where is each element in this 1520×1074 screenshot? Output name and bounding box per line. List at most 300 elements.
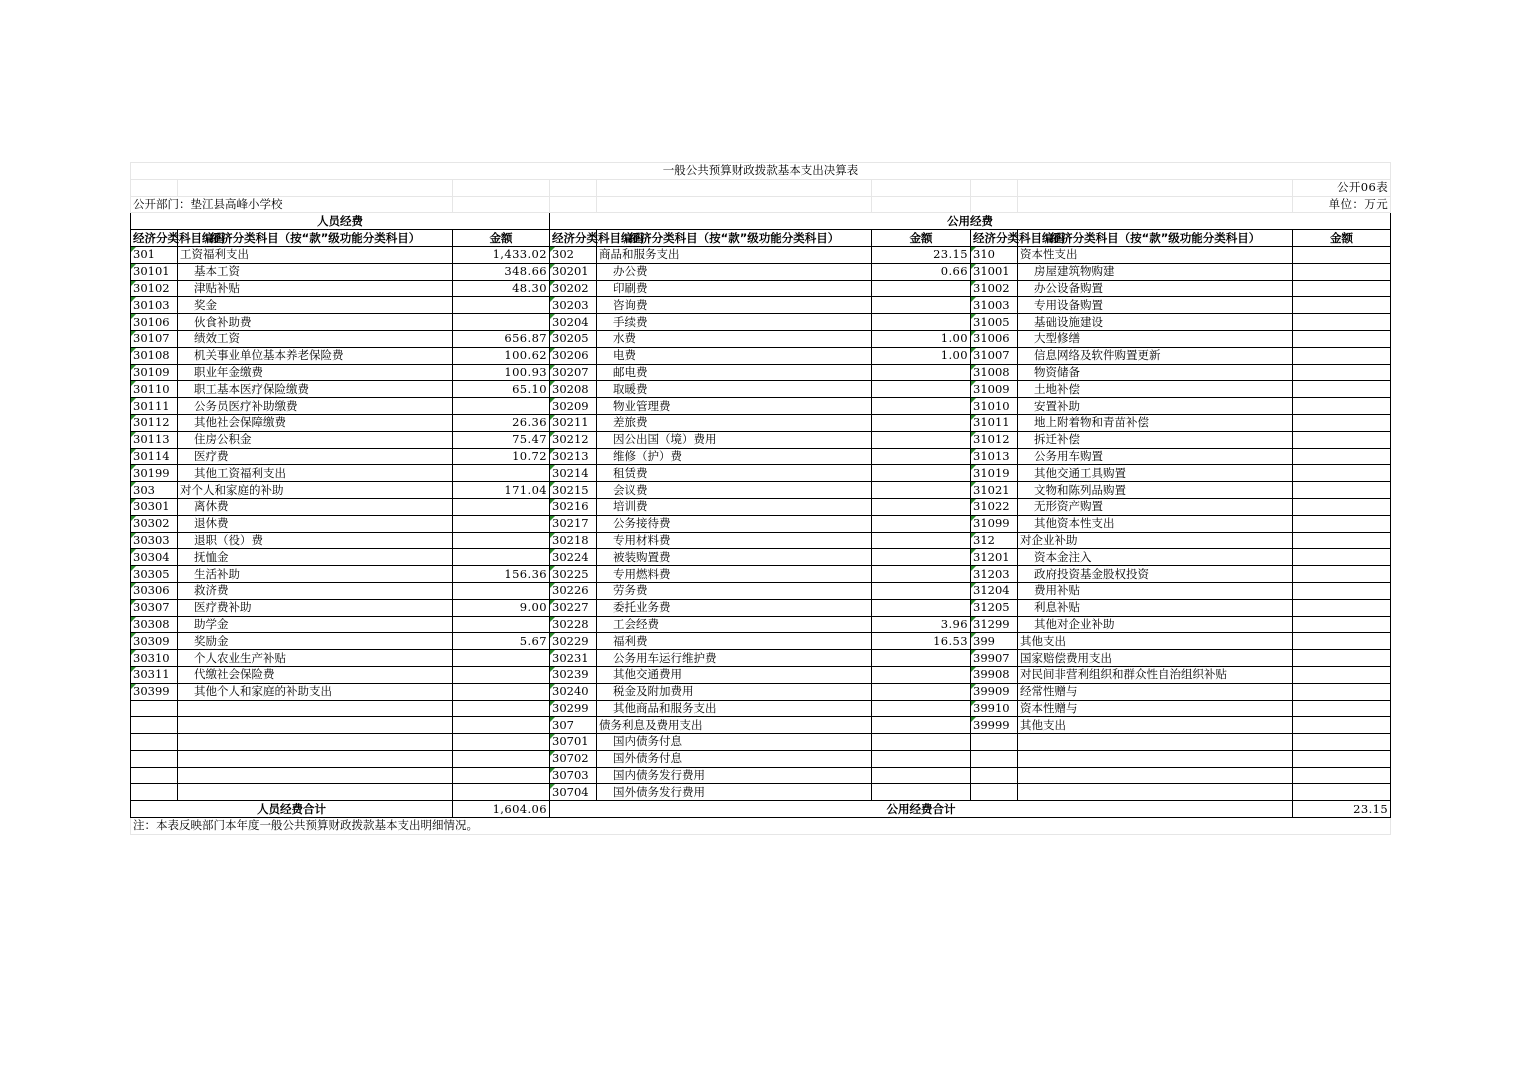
- cell-code: 30212: [550, 431, 597, 448]
- cell-code: 30227: [550, 599, 597, 616]
- personnel-total-label: 人员经费合计: [131, 801, 453, 818]
- section-public: 公用经费: [550, 213, 1391, 230]
- cell-code: 31205: [971, 599, 1018, 616]
- cell-amount: [1293, 314, 1391, 331]
- public-total-label: 公用经费合计: [550, 801, 1293, 818]
- cell-amount: [1293, 482, 1391, 499]
- table-number: 公开06表: [1293, 179, 1391, 196]
- cell-code: [131, 750, 178, 767]
- section-personnel: 人员经费: [131, 213, 550, 230]
- cell-name: 安置补助: [1018, 398, 1293, 415]
- cell-name: 其他交通费用: [597, 666, 872, 683]
- cell-name: 其他支出: [1018, 717, 1293, 734]
- unit-label: 单位：万元: [1293, 196, 1391, 213]
- cell-amount: 10.72: [453, 448, 550, 465]
- cell-name: 专用设备购置: [1018, 297, 1293, 314]
- cell-code: 301: [131, 246, 178, 263]
- cell-amount: 48.30: [453, 280, 550, 297]
- cell-amount: [872, 448, 971, 465]
- header-amount-1: 金额: [453, 230, 550, 247]
- cell-amount: [1293, 616, 1391, 633]
- cell-amount: [1293, 414, 1391, 431]
- cell-amount: [872, 532, 971, 549]
- cell-name: 基本工资: [178, 263, 453, 280]
- cell-code: 30218: [550, 532, 597, 549]
- cell-amount: [1293, 381, 1391, 398]
- cell-name: 国内债务发行费用: [597, 767, 872, 784]
- cell-code: 30302: [131, 515, 178, 532]
- cell-amount: [872, 498, 971, 515]
- cell-name: 公务接待费: [597, 515, 872, 532]
- cell-code: 30111: [131, 398, 178, 415]
- cell-code: 302: [550, 246, 597, 263]
- cell-amount: [1293, 767, 1391, 784]
- cell-code: 30225: [550, 566, 597, 583]
- cell-code: 30701: [550, 734, 597, 751]
- cell-code: 30206: [550, 347, 597, 364]
- cell-name: 房屋建筑物购建: [1018, 263, 1293, 280]
- cell-code: 30112: [131, 414, 178, 431]
- page-title: 一般公共预算财政拨款基本支出决算表: [131, 163, 1391, 180]
- footnote: 注：本表反映部门本年度一般公共预算财政拨款基本支出明细情况。: [131, 818, 1391, 835]
- cell-code: 30305: [131, 566, 178, 583]
- cell-code: 30240: [550, 683, 597, 700]
- cell-name: 债务利息及费用支出: [597, 717, 872, 734]
- cell-amount: [453, 666, 550, 683]
- cell-code: 30301: [131, 498, 178, 515]
- cell-amount: [1293, 364, 1391, 381]
- cell-name: 国内债务付息: [597, 734, 872, 751]
- cell-name: 助学金: [178, 616, 453, 633]
- table-row: [131, 717, 1391, 734]
- cell-amount: [872, 750, 971, 767]
- cell-amount: [1293, 431, 1391, 448]
- cell-code: 310: [971, 246, 1018, 263]
- cell-code: 30224: [550, 549, 597, 566]
- cell-amount: [1293, 498, 1391, 515]
- cell-code: 30228: [550, 616, 597, 633]
- cell-name: 费用补贴: [1018, 582, 1293, 599]
- cell-name: 土地补偿: [1018, 381, 1293, 398]
- cell-name: 商品和服务支出: [597, 246, 872, 263]
- cell-name: 对企业补助: [1018, 532, 1293, 549]
- cell-code: 31010: [971, 398, 1018, 415]
- cell-amount: [872, 784, 971, 801]
- cell-amount: [453, 616, 550, 633]
- cell-name: 其他个人和家庭的补助支出: [178, 683, 453, 700]
- cell-amount: 23.15: [872, 246, 971, 263]
- department-label: 公开部门：垫江县高峰小学校: [131, 196, 453, 213]
- cell-name: 公务员医疗补助缴费: [178, 398, 453, 415]
- cell-amount: [872, 734, 971, 751]
- cell-name: 奖励金: [178, 633, 453, 650]
- cell-code: 30213: [550, 448, 597, 465]
- cell-code: 30209: [550, 398, 597, 415]
- cell-name: 利息补贴: [1018, 599, 1293, 616]
- cell-name: 工会经费: [597, 616, 872, 633]
- cell-name: 办公设备购置: [1018, 280, 1293, 297]
- cell-amount: 75.47: [453, 431, 550, 448]
- cell-code: 31001: [971, 263, 1018, 280]
- cell-amount: [872, 364, 971, 381]
- cell-name: 大型修缮: [1018, 330, 1293, 347]
- cell-name: 资本性支出: [1018, 246, 1293, 263]
- cell-code: 30103: [131, 297, 178, 314]
- cell-code: 39907: [971, 650, 1018, 667]
- cell-code: 30207: [550, 364, 597, 381]
- table-row: [131, 482, 1391, 499]
- cell-name: 其他社会保障缴费: [178, 414, 453, 431]
- header-amount-3: 金额: [1293, 230, 1391, 247]
- cell-name: 公务用车购置: [1018, 448, 1293, 465]
- table-row: [131, 532, 1391, 549]
- table-row: [131, 314, 1391, 331]
- cell-code: 30108: [131, 347, 178, 364]
- cell-code: [971, 784, 1018, 801]
- cell-code: [131, 784, 178, 801]
- cell-code: 31299: [971, 616, 1018, 633]
- table-row: [131, 566, 1391, 583]
- cell-amount: [1293, 448, 1391, 465]
- cell-amount: [872, 398, 971, 415]
- table-row: [131, 465, 1391, 482]
- cell-name: 办公费: [597, 263, 872, 280]
- cell-name: [178, 734, 453, 751]
- cell-code: 30205: [550, 330, 597, 347]
- cell-code: 30239: [550, 666, 597, 683]
- cell-code: 31022: [971, 498, 1018, 515]
- cell-name: 抚恤金: [178, 549, 453, 566]
- header-name-2: 经济分类科目（按“款”级功能分类科目）: [597, 230, 872, 247]
- cell-amount: [1293, 650, 1391, 667]
- cell-name: 津贴补贴: [178, 280, 453, 297]
- cell-name: 对民间非营利组织和群众性自治组织补贴: [1018, 666, 1293, 683]
- cell-amount: 1.00: [872, 347, 971, 364]
- cell-code: 30229: [550, 633, 597, 650]
- cell-name: 基础设施建设: [1018, 314, 1293, 331]
- cell-amount: [1293, 633, 1391, 650]
- cell-name: 资本金注入: [1018, 549, 1293, 566]
- public-total-amount: 23.15: [1293, 801, 1391, 818]
- cell-code: 31009: [971, 381, 1018, 398]
- cell-amount: [453, 549, 550, 566]
- cell-code: 30226: [550, 582, 597, 599]
- cell-amount: [1293, 582, 1391, 599]
- cell-name: 手续费: [597, 314, 872, 331]
- table-row: [131, 381, 1391, 398]
- cell-code: 39910: [971, 700, 1018, 717]
- cell-amount: [1293, 599, 1391, 616]
- cell-code: 30703: [550, 767, 597, 784]
- cell-code: 31021: [971, 482, 1018, 499]
- cell-amount: [453, 784, 550, 801]
- table-row: [131, 414, 1391, 431]
- cell-amount: [1293, 700, 1391, 717]
- cell-code: 39908: [971, 666, 1018, 683]
- cell-amount: [453, 767, 550, 784]
- cell-name: 工资福利支出: [178, 246, 453, 263]
- cell-name: 资本性赠与: [1018, 700, 1293, 717]
- cell-name: [178, 700, 453, 717]
- cell-amount: [453, 700, 550, 717]
- cell-amount: [1293, 246, 1391, 263]
- cell-amount: [453, 750, 550, 767]
- cell-name: [178, 750, 453, 767]
- cell-code: 31012: [971, 431, 1018, 448]
- cell-code: 30217: [550, 515, 597, 532]
- cell-code: [971, 734, 1018, 751]
- table-row: [131, 364, 1391, 381]
- cell-name: 因公出国（境）费用: [597, 431, 872, 448]
- cell-code: 30216: [550, 498, 597, 515]
- cell-code: [971, 767, 1018, 784]
- cell-code: 31007: [971, 347, 1018, 364]
- cell-code: 30110: [131, 381, 178, 398]
- cell-name: 其他商品和服务支出: [597, 700, 872, 717]
- cell-code: 30208: [550, 381, 597, 398]
- cell-amount: [1293, 734, 1391, 751]
- cell-name: 电费: [597, 347, 872, 364]
- cell-code: 39909: [971, 683, 1018, 700]
- budget-table: [130, 162, 1391, 835]
- cell-amount: [1293, 566, 1391, 583]
- cell-name: 税金及附加费用: [597, 683, 872, 700]
- header-amount-2: 金额: [872, 230, 971, 247]
- cell-code: 31011: [971, 414, 1018, 431]
- cell-amount: [1293, 465, 1391, 482]
- cell-amount: 5.67: [453, 633, 550, 650]
- cell-name: 救济费: [178, 582, 453, 599]
- cell-amount: [872, 482, 971, 499]
- table-row: [131, 633, 1391, 650]
- cell-name: 邮电费: [597, 364, 872, 381]
- cell-name: 其他对企业补助: [1018, 616, 1293, 633]
- cell-code: 30304: [131, 549, 178, 566]
- cell-name: 公务用车运行维护费: [597, 650, 872, 667]
- header-code-1: 经济分类科目编码: [131, 230, 178, 247]
- cell-amount: [872, 314, 971, 331]
- cell-name: [178, 784, 453, 801]
- cell-code: 30204: [550, 314, 597, 331]
- cell-code: 31099: [971, 515, 1018, 532]
- cell-code: 31008: [971, 364, 1018, 381]
- cell-code: [131, 734, 178, 751]
- cell-code: 30306: [131, 582, 178, 599]
- table-row: [131, 448, 1391, 465]
- cell-name: 离休费: [178, 498, 453, 515]
- cell-code: 31201: [971, 549, 1018, 566]
- cell-name: 政府投资基金股权投资: [1018, 566, 1293, 583]
- cell-name: 取暖费: [597, 381, 872, 398]
- cell-name: 职工基本医疗保险缴费: [178, 381, 453, 398]
- cell-amount: [453, 314, 550, 331]
- cell-code: 30309: [131, 633, 178, 650]
- cell-amount: [872, 582, 971, 599]
- cell-code: 30215: [550, 482, 597, 499]
- cell-name: 生活补助: [178, 566, 453, 583]
- cell-amount: [1293, 398, 1391, 415]
- cell-code: 30203: [550, 297, 597, 314]
- cell-name: 职业年金缴费: [178, 364, 453, 381]
- table-row: [131, 784, 1391, 801]
- cell-name: 经常性赠与: [1018, 683, 1293, 700]
- table-row: [131, 650, 1391, 667]
- table-row: [131, 280, 1391, 297]
- cell-amount: 0.66: [872, 263, 971, 280]
- cell-code: 30109: [131, 364, 178, 381]
- cell-amount: [872, 599, 971, 616]
- table-row: [131, 750, 1391, 767]
- cell-amount: [872, 515, 971, 532]
- cell-amount: [1293, 750, 1391, 767]
- cell-code: [131, 700, 178, 717]
- cell-code: 30311: [131, 666, 178, 683]
- cell-amount: 100.62: [453, 347, 550, 364]
- cell-code: 31003: [971, 297, 1018, 314]
- cell-name: [1018, 767, 1293, 784]
- cell-name: 租赁费: [597, 465, 872, 482]
- cell-name: 被装购置费: [597, 549, 872, 566]
- cell-amount: [453, 398, 550, 415]
- cell-amount: [453, 717, 550, 734]
- cell-code: 30113: [131, 431, 178, 448]
- cell-code: 30310: [131, 650, 178, 667]
- cell-code: 307: [550, 717, 597, 734]
- cell-amount: [1293, 532, 1391, 549]
- cell-name: 其他支出: [1018, 633, 1293, 650]
- cell-code: 30102: [131, 280, 178, 297]
- cell-code: 30199: [131, 465, 178, 482]
- cell-code: [131, 767, 178, 784]
- cell-name: 国家赔偿费用支出: [1018, 650, 1293, 667]
- cell-amount: [1293, 717, 1391, 734]
- cell-name: [178, 717, 453, 734]
- cell-name: 退休费: [178, 515, 453, 532]
- cell-name: 劳务费: [597, 582, 872, 599]
- cell-amount: [872, 381, 971, 398]
- cell-name: [178, 767, 453, 784]
- cell-name: 维修（护）费: [597, 448, 872, 465]
- cell-name: 机关事业单位基本养老保险费: [178, 347, 453, 364]
- table-row: [131, 683, 1391, 700]
- cell-amount: [1293, 263, 1391, 280]
- cell-amount: 171.04: [453, 482, 550, 499]
- cell-code: 30107: [131, 330, 178, 347]
- cell-name: 拆迁补偿: [1018, 431, 1293, 448]
- cell-name: 福利费: [597, 633, 872, 650]
- cell-code: [131, 717, 178, 734]
- table-row: [131, 347, 1391, 364]
- cell-name: 物业管理费: [597, 398, 872, 415]
- table-row: [131, 431, 1391, 448]
- cell-amount: [453, 734, 550, 751]
- table-row: [131, 398, 1391, 415]
- cell-name: 地上附着物和青苗补偿: [1018, 414, 1293, 431]
- cell-amount: [872, 431, 971, 448]
- cell-amount: [872, 767, 971, 784]
- cell-amount: [453, 582, 550, 599]
- cell-amount: [1293, 297, 1391, 314]
- cell-name: 医疗费补助: [178, 599, 453, 616]
- cell-amount: 656.87: [453, 330, 550, 347]
- cell-code: 30101: [131, 263, 178, 280]
- cell-name: 伙食补助费: [178, 314, 453, 331]
- cell-name: [1018, 784, 1293, 801]
- cell-code: 31203: [971, 566, 1018, 583]
- cell-amount: [872, 566, 971, 583]
- table-row: [131, 263, 1391, 280]
- cell-name: 绩效工资: [178, 330, 453, 347]
- cell-code: 30303: [131, 532, 178, 549]
- header-name-3: 经济分类科目（按“款”级功能分类科目）: [1018, 230, 1293, 247]
- cell-amount: [453, 465, 550, 482]
- table-row: [131, 666, 1391, 683]
- cell-amount: 1,433.02: [453, 246, 550, 263]
- cell-amount: [453, 683, 550, 700]
- cell-name: 退职（役）费: [178, 532, 453, 549]
- cell-code: 312: [971, 532, 1018, 549]
- table-row: [131, 498, 1391, 515]
- cell-name: 住房公积金: [178, 431, 453, 448]
- cell-code: 30202: [550, 280, 597, 297]
- cell-code: 39999: [971, 717, 1018, 734]
- cell-name: 代缴社会保险费: [178, 666, 453, 683]
- cell-amount: [1293, 784, 1391, 801]
- cell-amount: [453, 498, 550, 515]
- cell-amount: 16.53: [872, 633, 971, 650]
- budget-sheet: [130, 162, 1390, 835]
- cell-name: 文物和陈列品购置: [1018, 482, 1293, 499]
- cell-code: 30231: [550, 650, 597, 667]
- table-row: [131, 599, 1391, 616]
- cell-amount: 156.36: [453, 566, 550, 583]
- cell-code: 399: [971, 633, 1018, 650]
- cell-amount: [872, 465, 971, 482]
- cell-name: 物资储备: [1018, 364, 1293, 381]
- cell-name: 对个人和家庭的补助: [178, 482, 453, 499]
- cell-amount: [872, 683, 971, 700]
- cell-amount: [1293, 347, 1391, 364]
- table-row: [131, 616, 1391, 633]
- cell-name: [1018, 734, 1293, 751]
- cell-name: 水费: [597, 330, 872, 347]
- cell-amount: [1293, 683, 1391, 700]
- cell-code: 30211: [550, 414, 597, 431]
- cell-code: 31005: [971, 314, 1018, 331]
- cell-code: 31204: [971, 582, 1018, 599]
- cell-amount: [453, 650, 550, 667]
- cell-name: 专用材料费: [597, 532, 872, 549]
- cell-amount: [1293, 666, 1391, 683]
- cell-amount: [872, 297, 971, 314]
- cell-amount: 1.00: [872, 330, 971, 347]
- cell-code: 30307: [131, 599, 178, 616]
- cell-code: 30399: [131, 683, 178, 700]
- cell-name: 其他工资福利支出: [178, 465, 453, 482]
- personnel-total-amount: 1,604.06: [453, 801, 550, 818]
- cell-amount: [453, 297, 550, 314]
- cell-amount: 3.96: [872, 616, 971, 633]
- table-row: [131, 582, 1391, 599]
- table-row: [131, 549, 1391, 566]
- cell-name: 其他资本性支出: [1018, 515, 1293, 532]
- header-name-1: 经济分类科目（按“款”级功能分类科目）: [178, 230, 453, 247]
- cell-amount: [872, 717, 971, 734]
- cell-code: 30106: [131, 314, 178, 331]
- table-row: [131, 246, 1391, 263]
- cell-amount: [1293, 280, 1391, 297]
- cell-name: 无形资产购置: [1018, 498, 1293, 515]
